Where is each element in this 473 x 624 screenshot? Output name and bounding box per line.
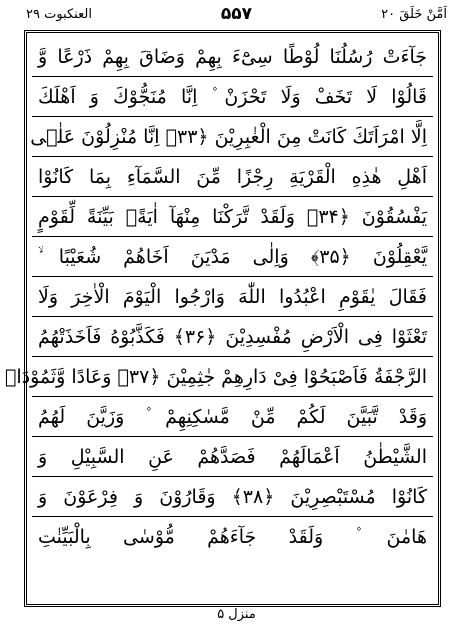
text-line: اَهْلِ هٰذِهِ الْقَرْیَةِ رِجْزًا مِّنَ السَّمَآءِ بِمَا كَانُوْا xyxy=(32,157,433,197)
text-line: یَّعْقِلُوْنَ ﴿۳۵﴾ وَاِلٰى مَدْیَنَ اَخَاهُمْ شُعَیْبًا ۙ xyxy=(32,237,433,277)
text-line: هَامٰنَ ۫ وَلَقَدْ جَآءَهُمْ مُّوْسٰى بِالْبَیِّنٰتِ xyxy=(38,526,427,548)
text-line: قَالُوْا لَا تَخَفْ وَلَا تَحْزَنْ ۫ اِنَّا مُنَجُّوْكَ وَ اَهْلَكَ xyxy=(32,77,433,117)
text-line: الرَّجْفَةُ فَاَصْبَحُوْا فِیْ دَارِهِمْ جٰثِمِیْنَ ﴿۳۷﴾ وَعَادًا وَّثَمُوْدَاۡ xyxy=(32,357,433,397)
manzil-label: منزل ۵ xyxy=(217,607,256,622)
text-line: تَعْثَوْا فِی الْاَرْضِ مُفْسِدِیْنَ ﴿۳۶﴾ فَكَذَّبُوْهُ فَاَخَذَتْهُمُ xyxy=(32,317,433,357)
text-line: یَفْسُقُوْنَ ﴿۳۴﴾ وَلَقَدْ تَّرَكْنَا مِنْهَآ اٰیَةًۢ بَیِّنَةً لِّقَوْمٍ xyxy=(32,197,433,237)
page-number: ۵۵۷ xyxy=(220,4,253,24)
text-line: كَانُوْا مُسْتَبْصِرِیْنَ ﴿۳۸﴾ وَقَارُوْنَ وَ فِرْعَوْنَ وَ xyxy=(32,477,433,517)
page-header xyxy=(24,4,449,30)
text-line: فَقَالَ یٰقَوْمِ اعْبُدُوا اللّٰهَ وَارْجُوا الْیَوْمَ الْاٰخِرَ وَلَا xyxy=(32,277,433,317)
text-frame xyxy=(4,30,441,607)
juz-label: اَمَّنْ خَلَقَ ۲۰ xyxy=(381,7,447,22)
surah-label: العنکبوت ۲۹ xyxy=(26,7,92,22)
text-line: جَآءَتْ رُسُلُنَا لُوْطًا سِیْٓءَ بِهِمْ وَضَاقَ بِهِمْ ذَرْعًا وَّ xyxy=(32,37,433,77)
text-line: اِلَّا امْرَاَتَكَ كَانَتْ مِنَ الْغٰبِرِیْنَ ﴿۳۳﴾ اِنَّا مُنْزِلُوْنَ عَلٰۤى xyxy=(32,117,433,157)
text-lines xyxy=(4,37,433,600)
text-line: وَقَدْ تَّبَیَّنَ لَكُمْ مِّنْ مَّسٰكِنِهِمْ ۫ وَزَیَّنَ لَهُمُ xyxy=(32,397,433,437)
text-line: الشَّیْطٰنُ اَعْمَالَهُمْ فَصَدَّهُمْ عَنِ السَّبِیْلِ وَ xyxy=(32,437,433,477)
